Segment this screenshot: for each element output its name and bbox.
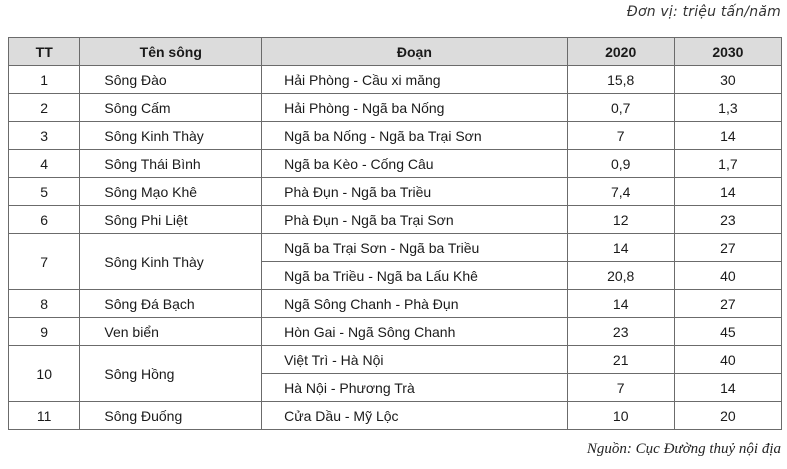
cell-river-name: Sông Phi Liệt — [80, 206, 262, 234]
header-tt: TT — [9, 38, 80, 66]
header-river-name: Tên sông — [80, 38, 262, 66]
header-segment: Đoạn — [262, 38, 567, 66]
cell-tt: 5 — [9, 178, 80, 206]
cell-river-name: Sông Kinh Thày — [80, 234, 262, 290]
cell-river-name: Sông Đuống — [80, 402, 262, 430]
cell-tt: 3 — [9, 122, 80, 150]
cell-segment: Ngã ba Kèo - Cống Câu — [262, 150, 567, 178]
cell-river-name: Sông Mạo Khê — [80, 178, 262, 206]
cell-segment: Hải Phòng - Ngã ba Nống — [262, 94, 567, 122]
cell-tt: 11 — [9, 402, 80, 430]
cell-segment: Ngã Sông Chanh - Phà Đụn — [262, 290, 567, 318]
cell-value-2020: 7 — [567, 374, 674, 402]
header-year-2020: 2020 — [567, 38, 674, 66]
cell-value-2030: 40 — [674, 346, 781, 374]
cell-value-2020: 23 — [567, 318, 674, 346]
cell-value-2030: 20 — [674, 402, 781, 430]
cell-value-2030: 27 — [674, 290, 781, 318]
cell-value-2030: 1,7 — [674, 150, 781, 178]
cell-segment: Ngã ba Nống - Ngã ba Trại Sơn — [262, 122, 567, 150]
cell-value-2020: 21 — [567, 346, 674, 374]
table-row — [9, 94, 782, 122]
table-row — [9, 402, 782, 430]
cell-river-name: Sông Kinh Thày — [80, 122, 262, 150]
table-body — [9, 66, 782, 430]
cell-segment: Ngã ba Trại Sơn - Ngã ba Triều — [262, 234, 567, 262]
cell-segment: Phà Đụn - Ngã ba Triều — [262, 178, 567, 206]
cell-value-2020: 0,7 — [567, 94, 674, 122]
table-row — [9, 66, 782, 94]
cell-value-2020: 7 — [567, 122, 674, 150]
cell-tt: 8 — [9, 290, 80, 318]
cell-river-name: Sông Thái Bình — [80, 150, 262, 178]
source-note: Nguồn: Cục Đường thuỷ nội địa — [586, 441, 781, 457]
cell-value-2030: 1,3 — [674, 94, 781, 122]
cell-tt: 7 — [9, 234, 80, 290]
table-row — [9, 178, 782, 206]
cell-value-2030: 40 — [674, 262, 781, 290]
cell-value-2030: 45 — [674, 318, 781, 346]
cell-value-2020: 0,9 — [567, 150, 674, 178]
cell-segment: Hải Phòng - Cầu xi măng — [262, 66, 567, 94]
cell-value-2020: 12 — [567, 206, 674, 234]
cell-value-2030: 14 — [674, 122, 781, 150]
cell-value-2030: 30 — [674, 66, 781, 94]
cell-river-name: Sông Cấm — [80, 94, 262, 122]
unit-note: Đơn vị: triệu tấn/năm — [626, 4, 781, 20]
table-row — [9, 150, 782, 178]
cell-value-2030: 27 — [674, 234, 781, 262]
table-row — [9, 346, 782, 374]
cell-segment: Hà Nội - Phương Trà — [262, 374, 567, 402]
table-row — [9, 122, 782, 150]
cell-tt: 4 — [9, 150, 80, 178]
cell-value-2020: 10 — [567, 402, 674, 430]
cell-value-2020: 14 — [567, 290, 674, 318]
cell-tt: 10 — [9, 346, 80, 402]
cell-value-2020: 15,8 — [567, 66, 674, 94]
cell-river-name: Sông Hồng — [80, 346, 262, 402]
table-row — [9, 290, 782, 318]
cell-river-name: Ven biển — [80, 318, 262, 346]
table-row — [9, 234, 782, 262]
header-year-2030: 2030 — [674, 38, 781, 66]
cell-segment: Hòn Gai - Ngã Sông Chanh — [262, 318, 567, 346]
cell-value-2020: 7,4 — [567, 178, 674, 206]
table-header-row — [9, 38, 782, 66]
cell-segment: Phà Đụn - Ngã ba Trại Sơn — [262, 206, 567, 234]
cell-tt: 9 — [9, 318, 80, 346]
river-freight-table — [8, 37, 782, 430]
cell-value-2020: 14 — [567, 234, 674, 262]
cell-tt: 2 — [9, 94, 80, 122]
table-row — [9, 318, 782, 346]
cell-tt: 6 — [9, 206, 80, 234]
table-row — [9, 206, 782, 234]
cell-segment: Việt Trì - Hà Nội — [262, 346, 567, 374]
cell-river-name: Sông Đào — [80, 66, 262, 94]
cell-value-2030: 14 — [674, 178, 781, 206]
cell-segment: Ngã ba Triều - Ngã ba Lấu Khê — [262, 262, 567, 290]
cell-value-2030: 14 — [674, 374, 781, 402]
cell-value-2030: 23 — [674, 206, 781, 234]
cell-segment: Cửa Dầu - Mỹ Lộc — [262, 402, 567, 430]
cell-river-name: Sông Đá Bạch — [80, 290, 262, 318]
cell-value-2020: 20,8 — [567, 262, 674, 290]
cell-tt: 1 — [9, 66, 80, 94]
